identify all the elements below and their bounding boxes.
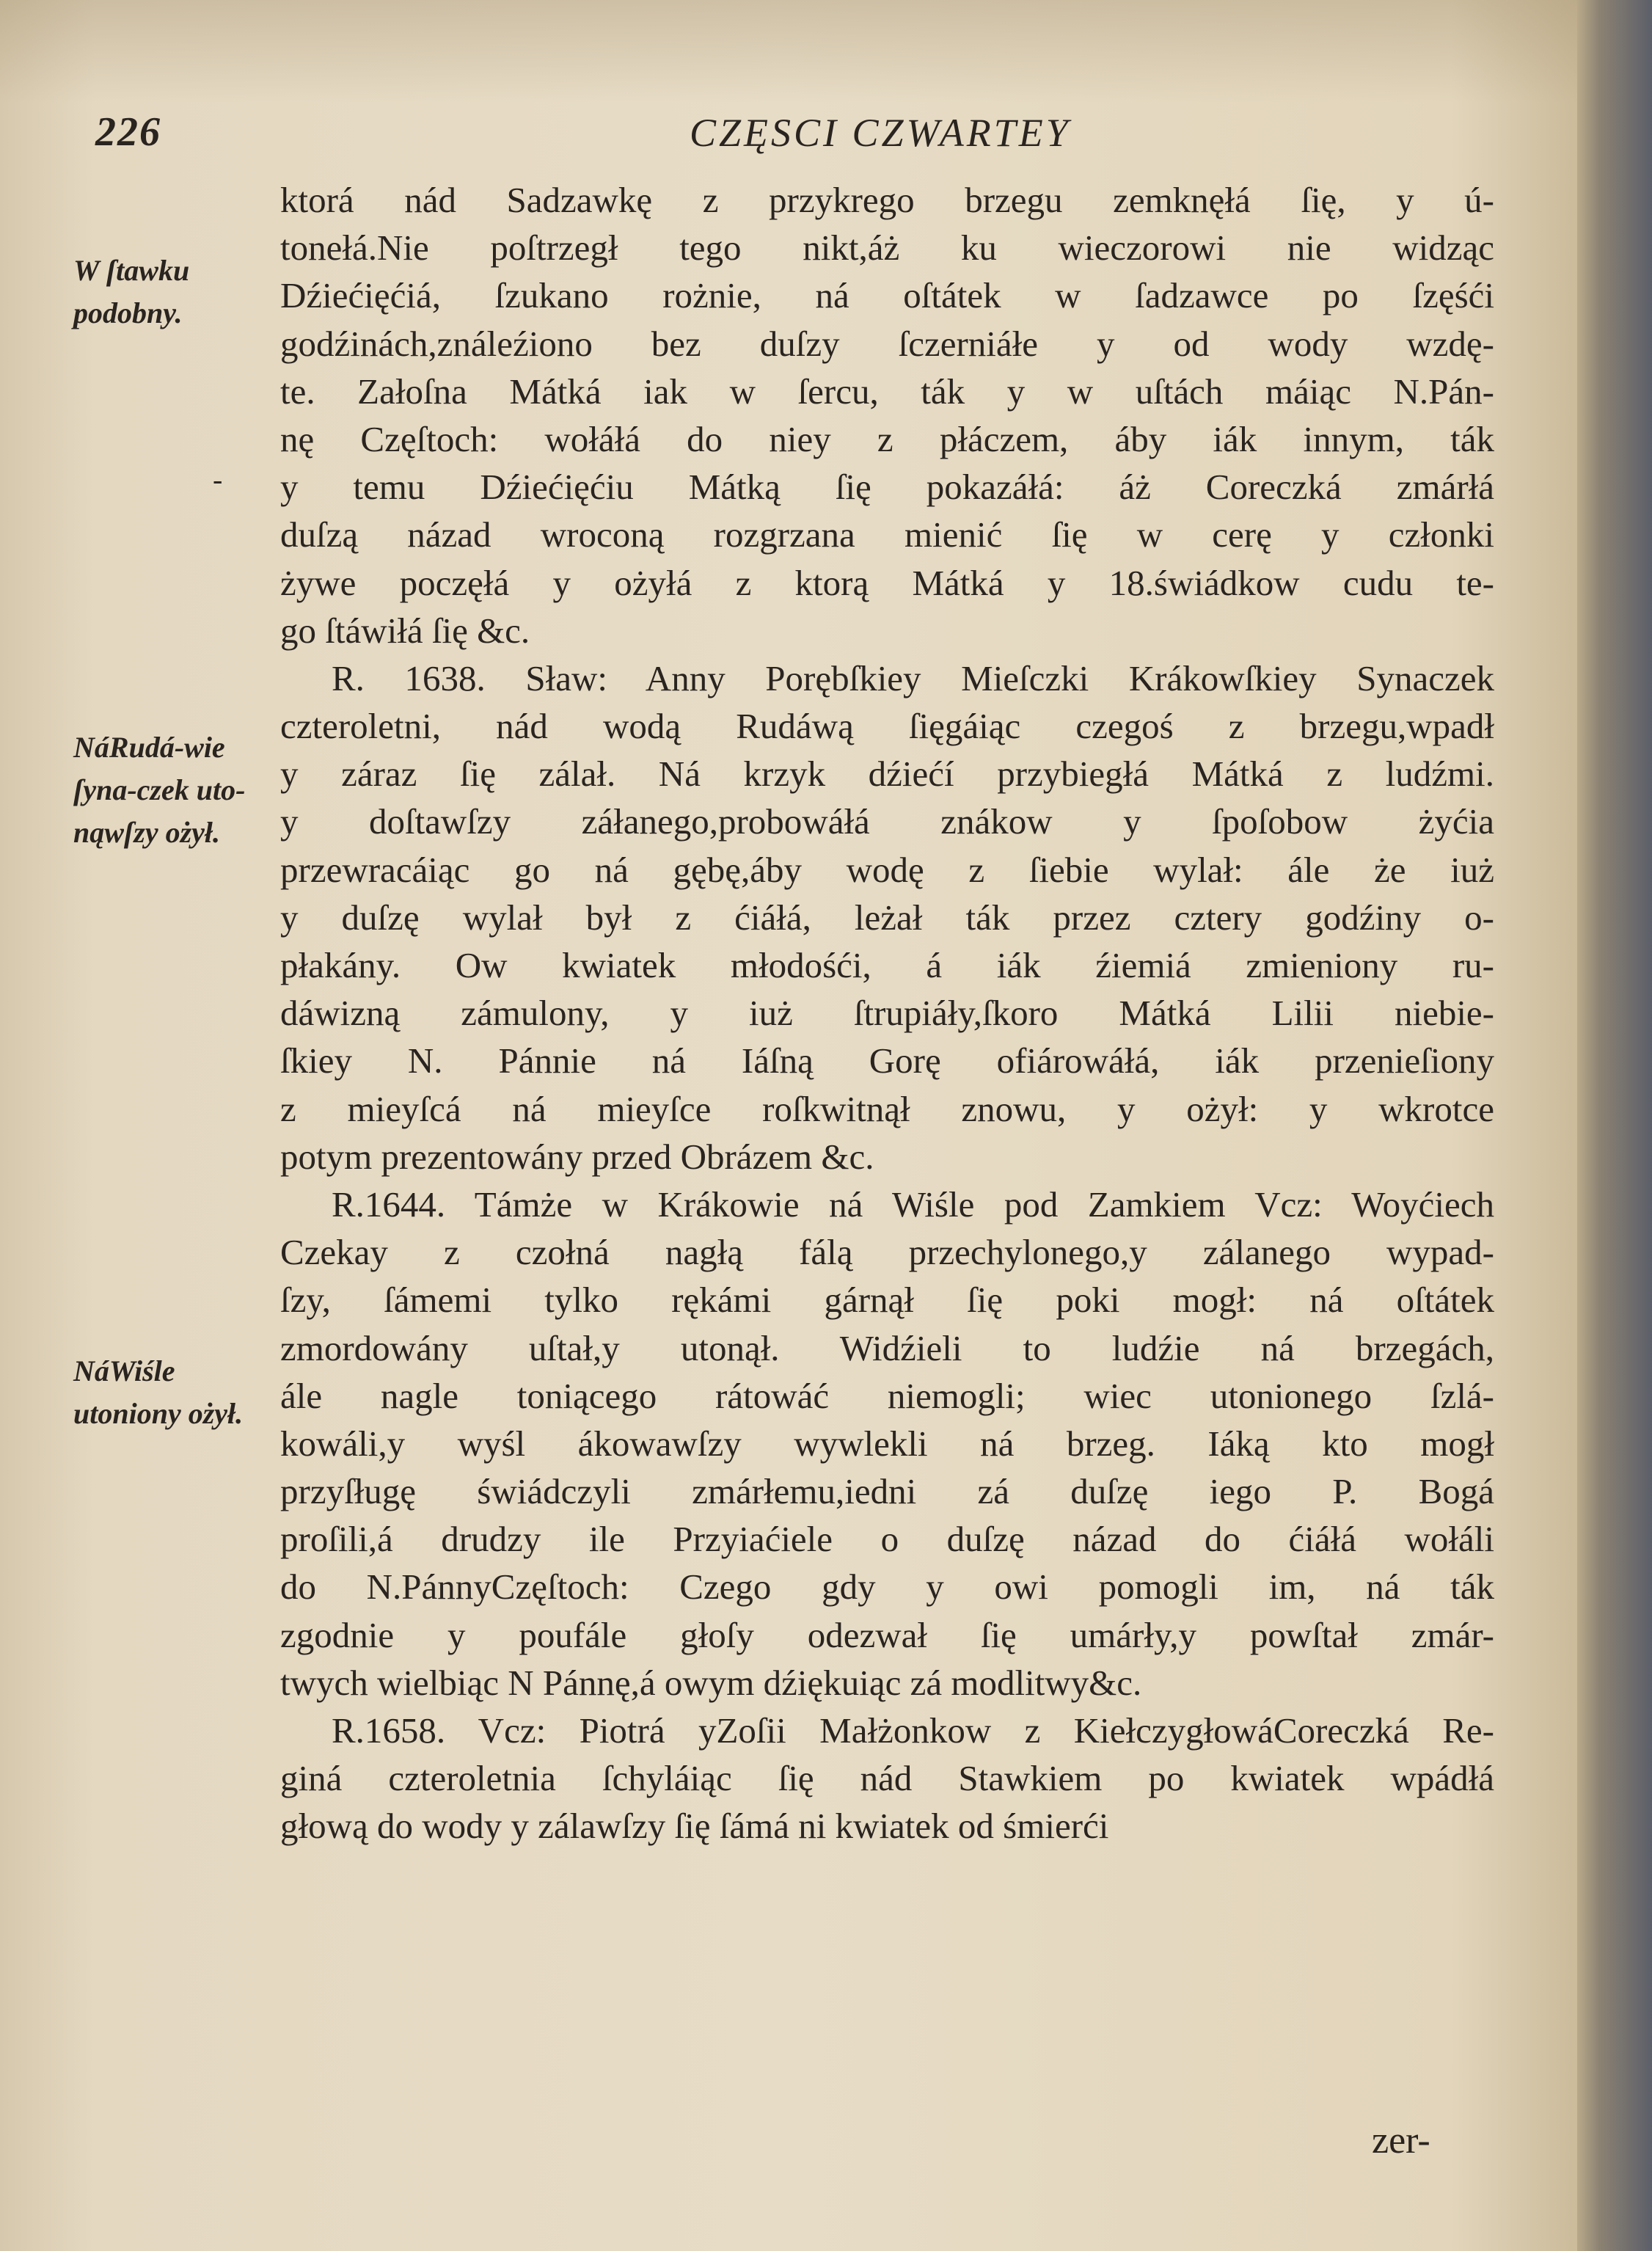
text-line: do N.PánnyCzęſtoch: Czego gdy y owi pomogli im, ná ták bbox=[280, 1566, 1494, 1608]
text-line: duſzą názad wroconą rozgrzana mienić ſię w cerę y członki bbox=[280, 514, 1494, 555]
margin-note: NáRudá-wie ſyna-czek uto-nąwſzy ożył. bbox=[73, 731, 246, 849]
text-line: Dźiećięćiá, ſzukano rożnie, ná oſtátek w ſadzawce po ſzęśći bbox=[280, 275, 1494, 316]
text-line: głową do wody y zálawſzy ſię ſámá ni kwiatek od śmierći bbox=[280, 1806, 1109, 1847]
text-line: R.1658. Vcz: Piotrá yZoſii Małżonkow z KiełczygłowáCoreczká Re- bbox=[332, 1710, 1494, 1751]
book-gutter bbox=[1577, 0, 1652, 2251]
text-line: R.1644. Támże w Krákowie ná Wiśle pod Zamkiem Vcz: Woyćiech bbox=[332, 1183, 1494, 1225]
text-line: proſili,á drudzy ile Przyiaćiele o duſzę názad do ćiáłá wołáli bbox=[280, 1519, 1494, 1560]
page-header bbox=[0, 103, 1577, 161]
page-number: 226 bbox=[95, 109, 161, 155]
catchword: zer- bbox=[1372, 2120, 1430, 2161]
text-line: z mieyſcá ná mieyſce roſkwitnął znowu, y ożył: y wkrotce bbox=[280, 1088, 1494, 1129]
margin-note: W ſtawku podobny. bbox=[73, 254, 190, 329]
text-line: zgodnie y poufále głoſy odezwał ſię umárły,y powſtał zmár- bbox=[280, 1614, 1494, 1655]
body-text bbox=[280, 176, 1494, 1850]
text-line: tonełá.Nie poſtrzegł tego nikt,áż ku wieczorowi nie widząc bbox=[280, 227, 1494, 269]
text-line: dáwizną zámulony, y iuż ſtrupiáły,ſkoro Mátká Lilii niebie- bbox=[280, 993, 1494, 1034]
text-line: ále nagle toniącego rátowáć niemogli; wiec utonionego ſzlá- bbox=[280, 1375, 1494, 1416]
text-line: twych wielbiąc N Pánnę,á owym dźiękuiąc zá modlitwy&c. bbox=[280, 1662, 1142, 1703]
page-stain bbox=[0, 0, 1577, 103]
text-line: nę Częſtoch: wołáłá do niey z płáczem, áby iák innym, ták bbox=[280, 418, 1494, 459]
text-line: przyſługę świádczyli zmárłemu,iedni zá duſzę iego P. Bogá bbox=[280, 1471, 1494, 1512]
text-line: R. 1638. Sław: Anny Porębſkiey Mieſczki Krákowſkiey Synaczek bbox=[332, 657, 1494, 698]
text-line: giná czteroletnia ſchyláiąc ſię nád Stawkiem po kwiatek wpádłá bbox=[280, 1758, 1494, 1799]
text-line: y temu Dźiećięćiu Mátką ſię pokazáłá: áż Coreczká zmárłá bbox=[280, 467, 1494, 508]
text-line: przewracáiąc go ná gębę,áby wodę z ſiebie wylał: ále że iuż bbox=[280, 849, 1494, 890]
text-line: ktorá nád Sadzawkę z przykrego brzegu zemknęłá ſię, y ú- bbox=[280, 180, 1494, 220]
text-line: y duſzę wylał był z ćiáłá, leżał ták przez cztery godźiny o- bbox=[280, 897, 1494, 938]
text-line: y doſtawſzy záłanego,probowáłá znákow y ſpoſobow żyćia bbox=[280, 801, 1494, 842]
text-line: płakány. Ow kwiatek młodośći, á iák źiemiá zmieniony ru- bbox=[280, 945, 1494, 985]
text-line: go ſtáwiłá ſię &c. bbox=[280, 610, 530, 651]
margin-note: NáWiśle utoniony ożył. bbox=[73, 1354, 244, 1430]
text-line: y záraz ſię zálał. Ná krzyk dźiećí przybiegłá Mátká z ludźmi. bbox=[280, 754, 1494, 795]
text-line: potym prezentowány przed Obrázem &c. bbox=[280, 1136, 874, 1177]
text-line: ſzy, ſámemi tylko rękámi gárnął ſię poki mogł: ná oſtátek bbox=[280, 1280, 1494, 1321]
running-head: CZĘSCI CZWARTEY bbox=[690, 111, 1071, 155]
text-line: Czekay z czołná nagłą fálą przechylonego,y zálanego wypad- bbox=[280, 1232, 1494, 1273]
margin-dash: - bbox=[213, 463, 223, 496]
text-line: żywe poczęłá y ożyłá z ktorą Mátká y 18.świádkow cudu te- bbox=[280, 562, 1494, 603]
text-line: te. Załoſna Mátká iak w ſercu, ták y w uſtách máiąc N.Pán- bbox=[280, 371, 1494, 412]
text-line: czteroletni, nád wodą Rudáwą ſięgáiąc czegoś z brzegu,wpadł bbox=[280, 706, 1494, 747]
text-line: godźinách,ználeźiono bez duſzy ſczerniáłe y od wody wzdę- bbox=[280, 323, 1494, 364]
text-line: kowáli,y wyśl ákowawſzy wywlekli ná brzeg. Iáką kto mogł bbox=[280, 1423, 1494, 1464]
text-line: ſkiey N. Pánnie ná Iáſną Gorę ofiárowáłá, iák przenieſiony bbox=[280, 1040, 1494, 1081]
text-line: zmordowány uſtał,y utonął. Widźieli to ludźie ná brzegách, bbox=[280, 1327, 1494, 1368]
